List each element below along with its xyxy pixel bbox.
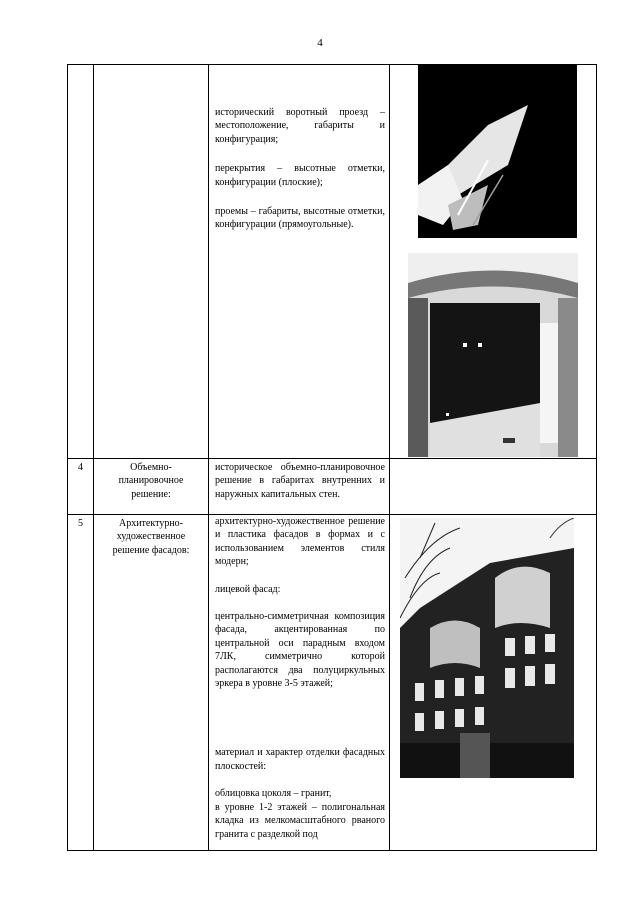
description-paragraph: перекрытия – высотные отметки, конфигурации (плоские);	[215, 163, 385, 188]
table-row	[68, 515, 597, 851]
description-paragraph: проемы – габариты, высотные отметки, конфигурации (прямоугольные).	[215, 206, 385, 231]
photo-cell	[390, 515, 597, 851]
table-row	[68, 65, 597, 459]
archway-ceiling-photo	[418, 65, 577, 238]
description-paragraph: материал и характер отделки фасадных плоскостей:	[215, 747, 385, 772]
gateway-entrance-photo	[408, 253, 578, 457]
protection-subject-table	[67, 64, 597, 851]
description-paragraph: архитектурно-художественное решение и пластика фасадов в формах и с использованием элементов стиля модерн;	[215, 516, 385, 568]
photo-cell	[390, 459, 597, 515]
description-paragraph: историческое объемно-планировочное решение в габаритах внутренних и наружных капитальных стен.	[215, 462, 385, 500]
element-name-cell: Архитектурно-художественное решение фасадов:	[94, 515, 209, 851]
description-paragraph: исторический воротный проезд – местоположение, габариты и конфигурация;	[215, 107, 385, 145]
row-number-cell	[68, 65, 94, 459]
element-name-cell: Объемно-планировочное решение:	[94, 459, 209, 515]
photo-cell	[390, 65, 597, 459]
building-facade-photo	[400, 518, 574, 778]
description-paragraph: в уровне 1-2 этажей – полигональная кладка из мелкомасштабного рваного гранита с разделкой под	[215, 801, 385, 840]
description-cell	[209, 65, 390, 459]
table-row	[68, 459, 597, 515]
description-paragraph: центрально-симметричная композиция фасада, акцентированная по центральной оси парадным входом 7ЛК, симметрично которой располагаются два полуциркульных эркера в уровне 3-5 этажей;	[215, 611, 385, 690]
row-number-cell: 5	[68, 515, 94, 851]
row-number-cell: 4	[68, 459, 94, 515]
description-paragraph: облицовка цоколя – гранит,	[215, 788, 332, 800]
description-cell	[209, 515, 390, 851]
description-paragraph: лицевой фасад:	[215, 583, 281, 595]
element-name-cell	[94, 65, 209, 459]
description-cell	[209, 459, 390, 515]
page-number: 4	[317, 37, 323, 49]
